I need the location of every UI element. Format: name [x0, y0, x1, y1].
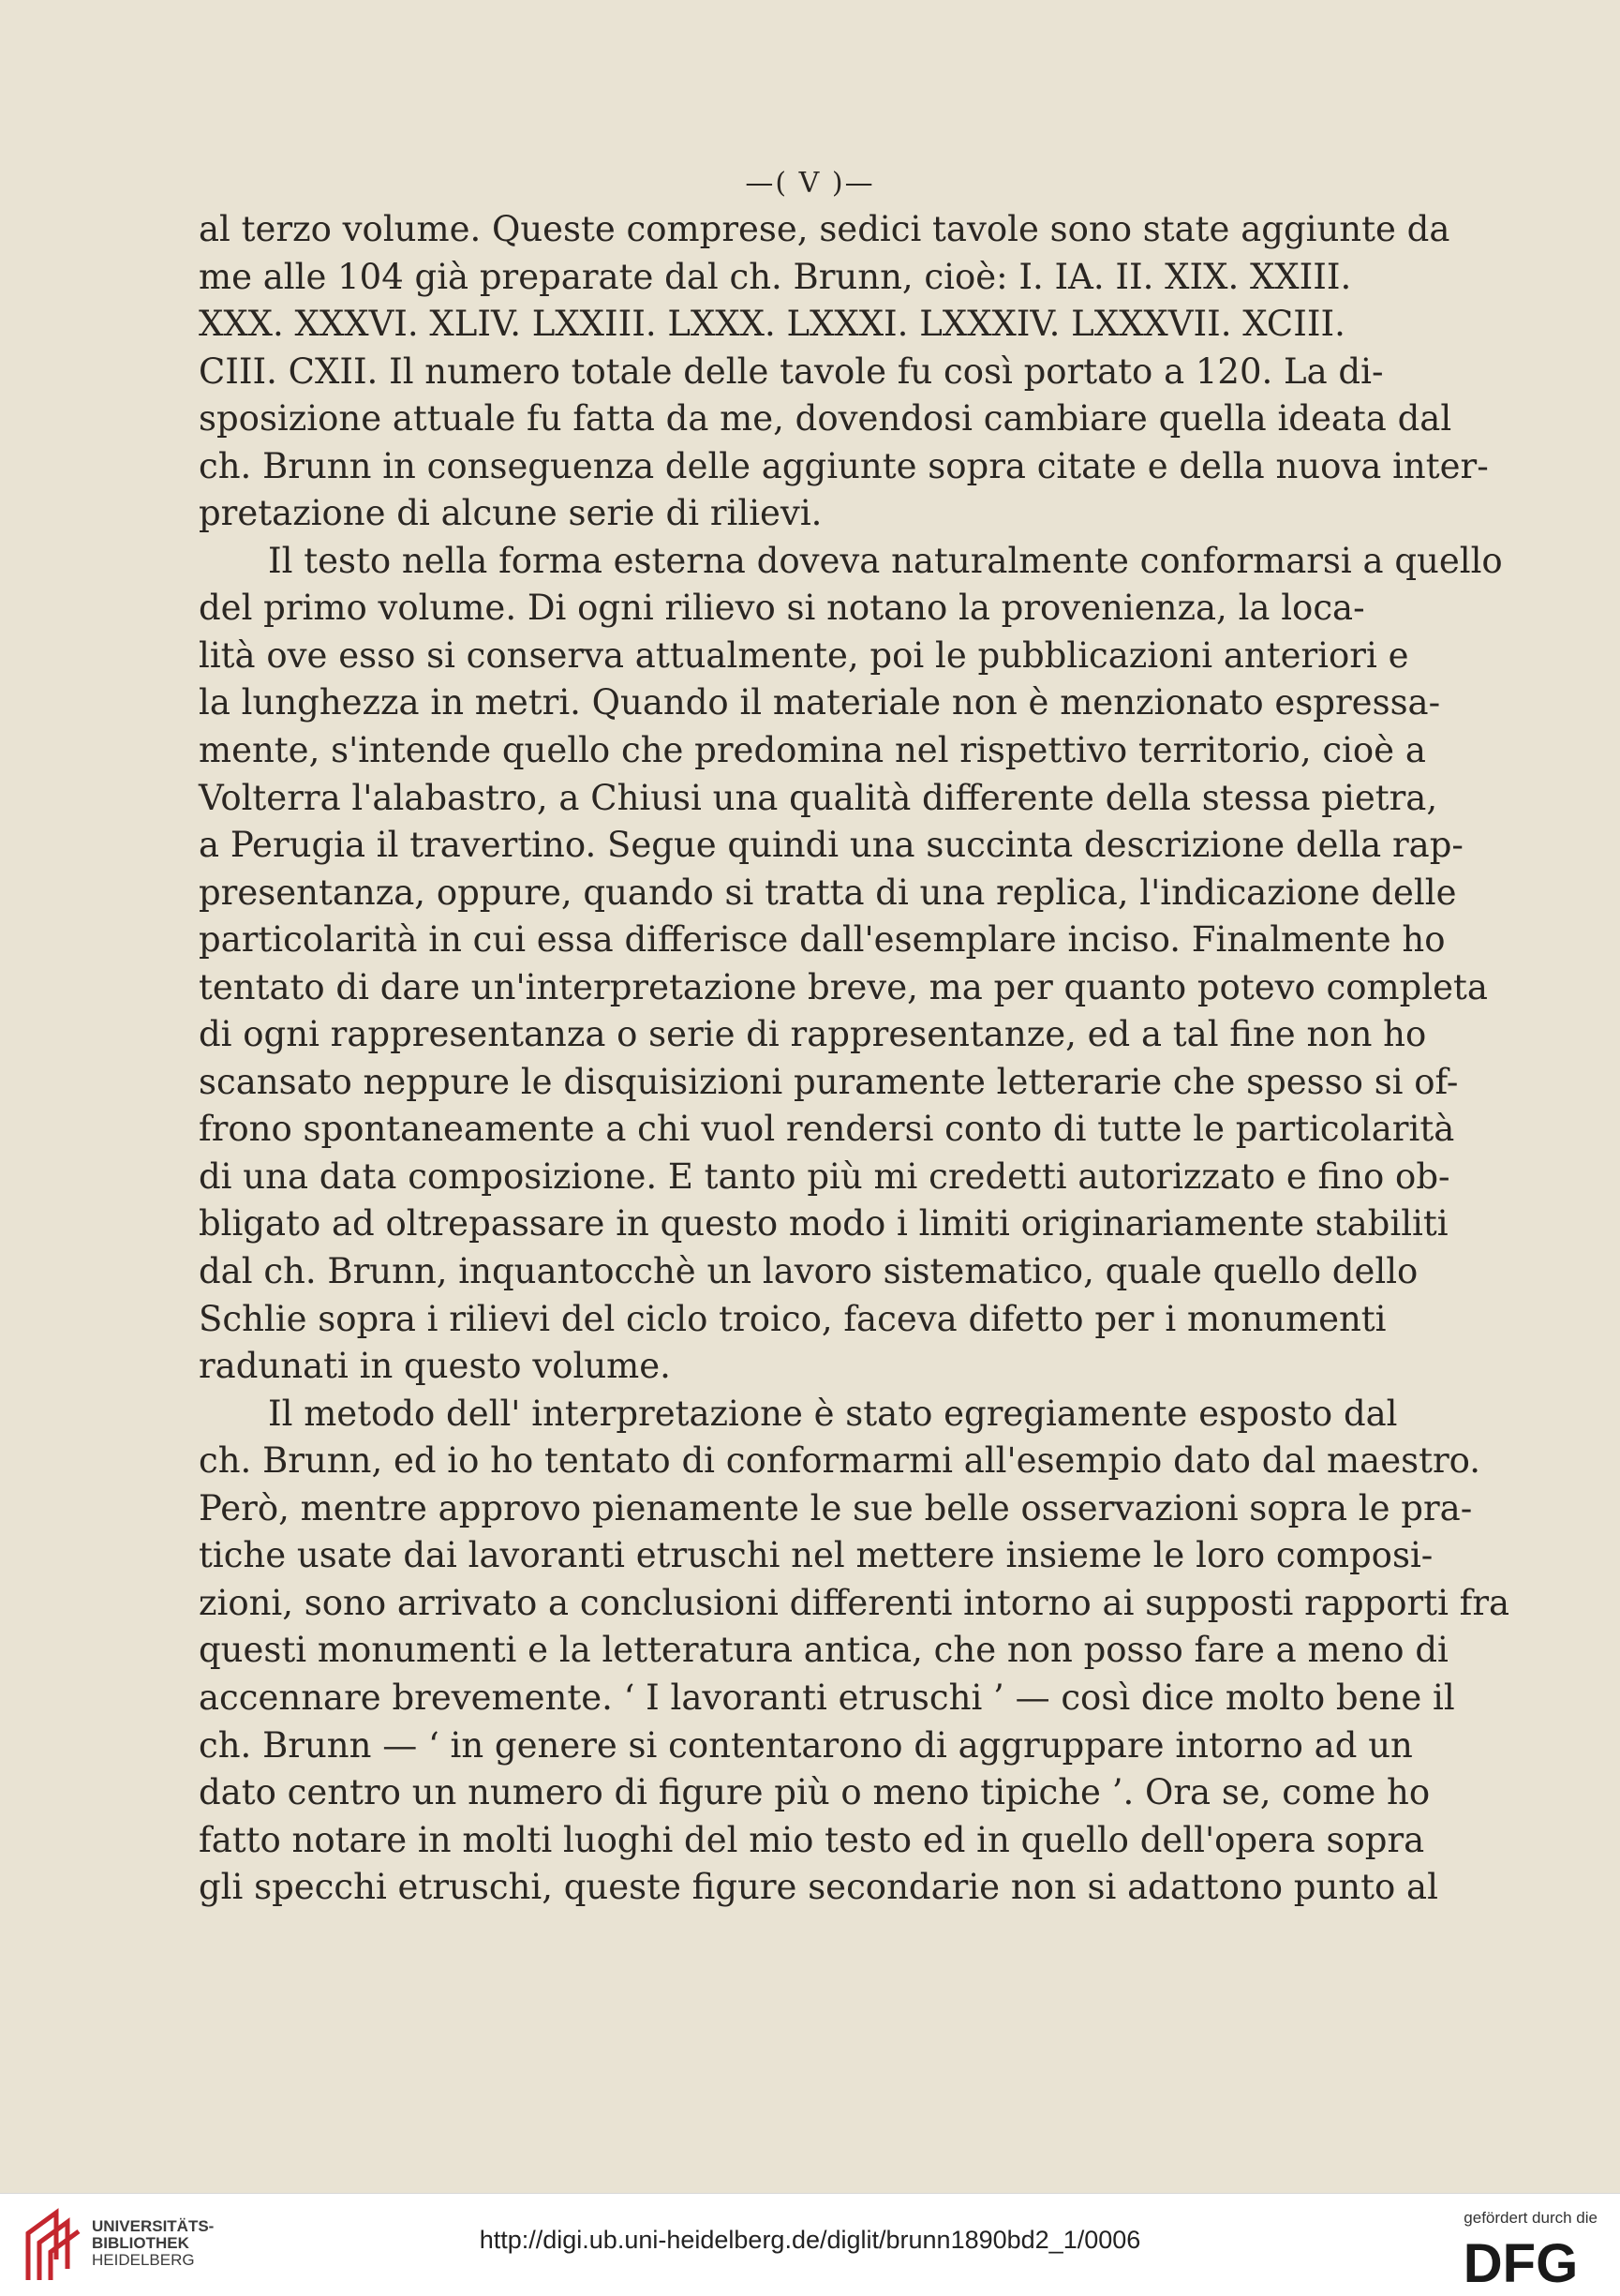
text-line: CIII. CXII. Il numero totale delle tavole fu così portato a 120. La di- [199, 350, 1384, 392]
text-line: Schlie sopra i rilievi del ciclo troico, faceva difetto per i monumenti [199, 1298, 1387, 1339]
text-line: questi monumenti e la letteratura antica, che non posso fare a meno di [199, 1630, 1449, 1671]
text-line: lità ove esso si conserva attualmente, poi le pubblicazioni anteriori e [199, 634, 1409, 676]
text-line: ch. Brunn — ‘ in genere si contentarono di aggruppare intorno ad un [199, 1724, 1413, 1766]
dfg-logo-icon[interactable] [1442, 2235, 1599, 2288]
text-line: scansato neppure le disquisizioni puramente letterarie che spesso si of- [199, 1061, 1459, 1102]
permalink-url[interactable]: http://digi.ub.uni-heidelberg.de/diglit/brunn1890bd2_1/0006 [479, 2226, 1141, 2254]
text-line: frono spontaneamente a chi vuol rendersi conto di tutte le particolarità [199, 1109, 1455, 1150]
text-line: la lunghezza in metri. Quando il materiale non è menzionato espressa- [199, 682, 1441, 723]
paragraph [199, 538, 1503, 1391]
text-line: Il testo nella forma esterna doveva naturalmente conformarsi a quello [268, 540, 1503, 581]
text-line: mente, s'intende quello che predomina nel rispettivo territorio, cioè a [199, 730, 1426, 771]
text-line: me alle 104 già preparate dal ch. Brunn, cioè: I. IA. II. XIX. XXIII. [199, 256, 1352, 297]
text-line: dato centro un numero di figure più o meno tipiche ’. Ora se, come ho [199, 1772, 1431, 1813]
text-line: di ogni rappresentanza o serie di rappresentanze, ed a tal fine non ho [199, 1014, 1427, 1055]
text-line: presentanza, oppure, quando si tratta di una replica, l'indicazione delle [199, 872, 1457, 913]
body-text [199, 206, 1510, 1912]
text-line: di una data composizione. E tanto più mi credetti autorizzato e fino ob- [199, 1155, 1450, 1197]
text-line: tentato di dare un'interpretazione breve, ma per quanto potevo completa [199, 966, 1488, 1007]
text-line: sposizione attuale fu fatta da me, dovendosi cambiare quella ideata dal [199, 398, 1452, 440]
text-line: bligato ad oltrepassare in questo modo i limiti originariamente stabiliti [199, 1203, 1449, 1245]
text-line: gli specchi etruschi, queste figure secondarie non si adattono punto al [199, 1867, 1438, 1908]
university-library-name: UNIVERSITÄTS- BIBLIOTHEK HEIDELBERG [92, 2217, 215, 2269]
text-line: dal ch. Brunn, inquantocchè un lavoro sistematico, quale quello dello [199, 1251, 1419, 1292]
svg-text:DFG: DFG [1463, 2235, 1579, 2288]
funder-caption: gefördert durch die [1464, 2209, 1598, 2227]
text-line: Il metodo dell' interpretazione è stato egregiamente esposto dal [268, 1393, 1398, 1434]
paragraph [199, 1391, 1510, 1912]
text-line: ch. Brunn in conseguenza delle aggiunte sopra citate e della nuova inter- [199, 445, 1489, 486]
text-line: radunati in questo volume. [199, 1346, 671, 1387]
viewer-footer [0, 2193, 1620, 2296]
text-line: particolarità in cui essa differisce dall'esemplare inciso. Finalmente ho [199, 919, 1446, 961]
text-line: Però, mentre approvo pienamente le sue belle osservazioni sopra le pra- [199, 1487, 1473, 1528]
text-line: accennare brevemente. ‘ I lavoranti etruschi ’ — così dice molto bene il [199, 1677, 1455, 1718]
text-line: a Perugia il travertino. Segue quindi una succinta descrizione della rap- [199, 825, 1464, 866]
text-line: XXX. XXXVI. XLIV. LXXIII. LXXX. LXXXI. LXXXIV. LXXXVII. XCIII. [199, 304, 1345, 345]
text-line: zioni, sono arrivato a conclusioni differenti intorno ai supposti rapporti fra [199, 1582, 1510, 1623]
text-line: del primo volume. Di ogni rilievo si notano la provenienza, la loca- [199, 588, 1365, 629]
text-line: ch. Brunn, ed io ho tentato di conformarmi all'esempio dato dal maestro. [199, 1440, 1481, 1482]
text-line: al terzo volume. Queste comprese, sedici tavole sono state aggiunte da [199, 209, 1450, 249]
text-line: tiche usate dai lavoranti etruschi nel mettere insieme le loro composi- [199, 1535, 1434, 1576]
page-number: —( V )— [745, 167, 875, 200]
text-line: fatto notare in molti luoghi del mio testo ed in quello dell'opera sopra [199, 1819, 1425, 1860]
text-line: Volterra l'alabastro, a Chiusi una qualità differente della stessa pietra, [199, 777, 1438, 818]
text-line: pretazione di alcune serie di rilievi. [199, 493, 823, 534]
paragraph [199, 206, 1489, 538]
